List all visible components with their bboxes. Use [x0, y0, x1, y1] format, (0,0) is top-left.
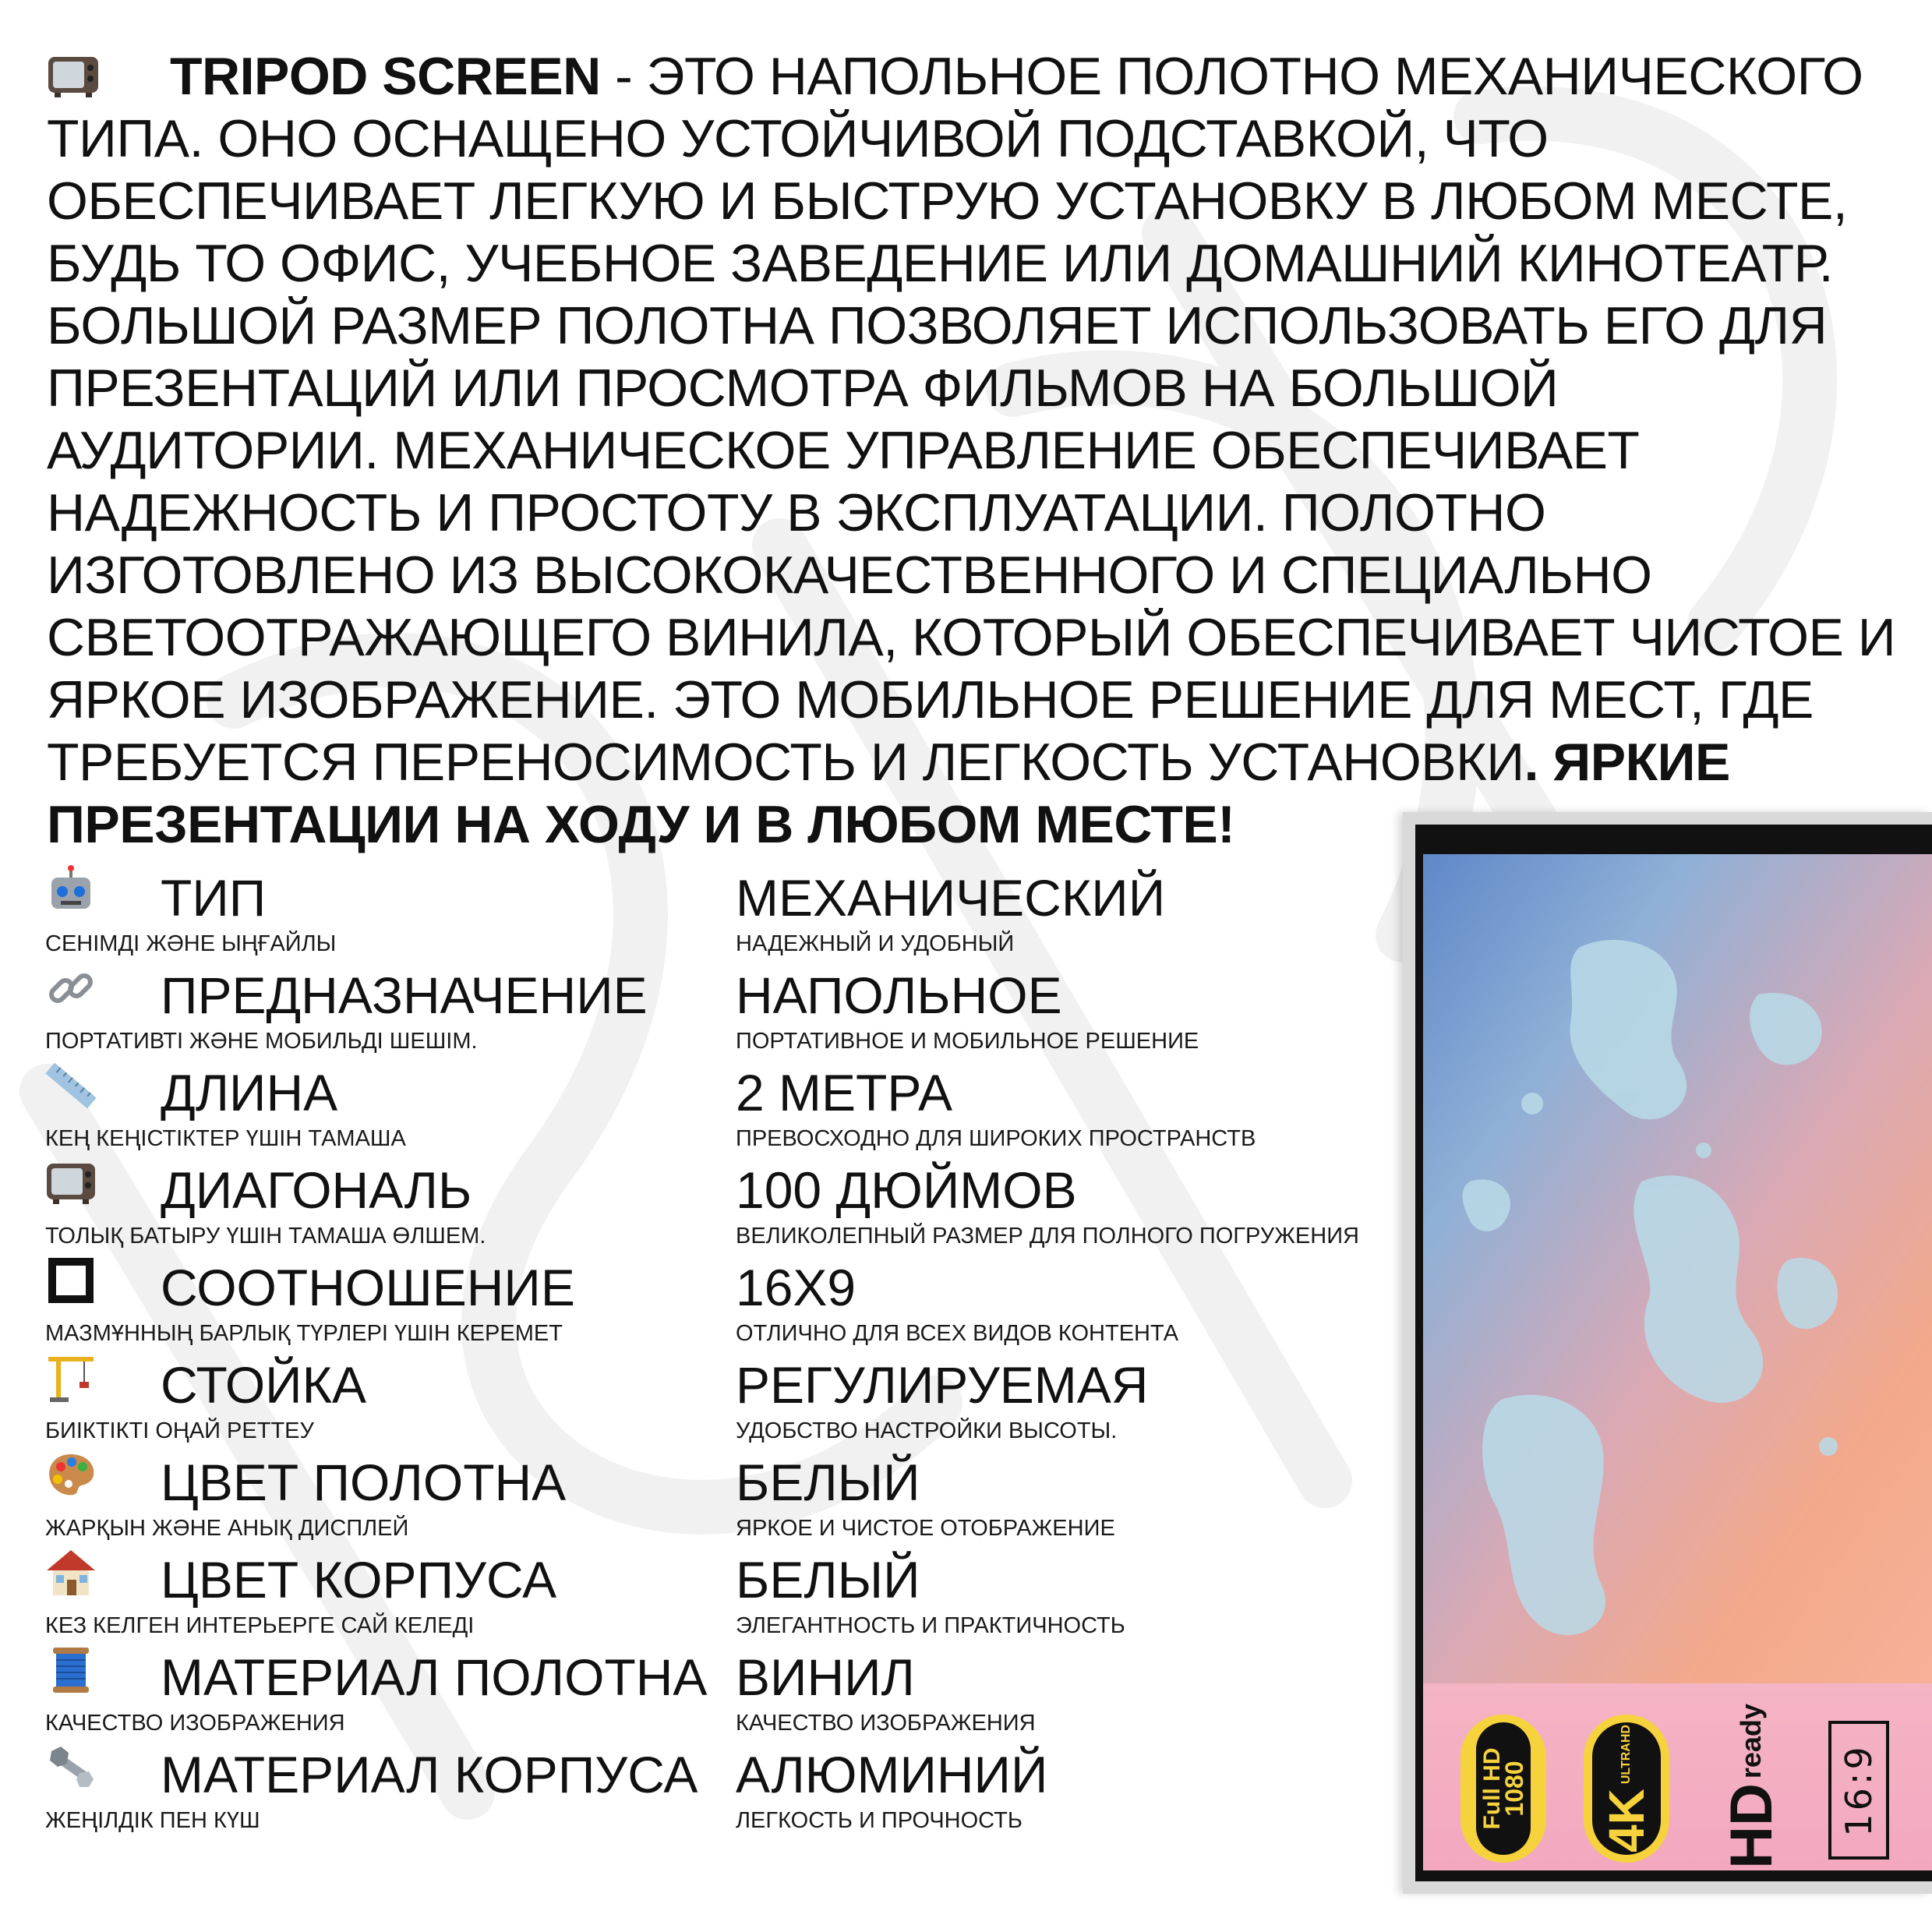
spec-note-kz: КЕЗ КЕЛГЕН ИНТЕРЬЕРГЕ САЙ КЕЛЕДІ [45, 1613, 475, 1638]
house-icon [45, 1547, 97, 1598]
spec-note-ru: ВЕЛИКОЛЕПНЫЙ РАЗМЕР ДЛЯ ПОЛНОГО ПОГРУЖЕНИЯ [736, 1224, 1359, 1249]
spec-row-screen-color [45, 1450, 1417, 1547]
spec-note-kz: МАЗМҰННЫҢ БАРЛЫҚ ТҮРЛЕРІ ҮШІН КЕРЕМЕТ [45, 1321, 563, 1346]
square-frame-icon [45, 1255, 97, 1306]
hd-text: HD [1718, 1783, 1785, 1869]
spec-label: СТОЙКА [161, 1356, 367, 1414]
spec-value: МЕХАНИЧЕСКИЙ [736, 869, 1166, 927]
spec-note-kz: ЖЕҢІЛДІК ПЕН КҮШ [45, 1808, 260, 1833]
spec-note-ru: ЯРКОЕ И ЧИСТОЕ ОТОБРАЖЕНИЕ [736, 1516, 1115, 1541]
spec-note-ru: УДОБСТВО НАСТРОЙКИ ВЫСОТЫ. [736, 1418, 1118, 1443]
spec-row-body-color [45, 1547, 1417, 1644]
spec-note-ru: ЛЕГКОСТЬ И ПРОЧНОСТЬ [736, 1808, 1023, 1833]
spec-note-kz: КАЧЕСТВО ИЗОБРАЖЕНИЯ [45, 1711, 345, 1736]
spec-row-diagonal [45, 1157, 1417, 1255]
spec-row-type [45, 865, 1417, 962]
spec-note-ru: ЭЛЕГАНТНОСТЬ И ПРАКТИЧНОСТЬ [736, 1613, 1125, 1638]
spec-label: МАТЕРИАЛ КОРПУСА [161, 1746, 698, 1803]
spec-label: ДЛИНА [161, 1064, 338, 1121]
spec-note-ru: ОТЛИЧНО ДЛЯ ВСЕХ ВИДОВ КОНТЕНТА [736, 1321, 1179, 1346]
spec-table [45, 865, 1417, 1839]
aspect-ratio-badge [1828, 1721, 1889, 1860]
4k-subtext: ULTRAHD [1619, 1725, 1633, 1785]
spec-note-ru: ПОРТАТИВНОЕ И МОБИЛЬНОЕ РЕШЕНИЕ [736, 1029, 1199, 1054]
spec-value: ВИНИЛ [736, 1648, 915, 1706]
spec-label: МАТЕРИАЛ ПОЛОТНА [161, 1648, 708, 1706]
link-icon [45, 962, 97, 1014]
world-map-graphic [1423, 854, 1932, 1680]
spec-label: ЦВЕТ КОРПУСА [161, 1551, 557, 1609]
spec-label: ДИАГОНАЛЬ [161, 1161, 472, 1219]
full-hd-resolution: 1080 [1500, 1761, 1528, 1817]
intro-paragraph [47, 45, 1902, 856]
thread-spool-icon [45, 1644, 97, 1696]
spec-value: 2 МЕТРА [736, 1064, 952, 1121]
nut-and-bolt-icon [45, 1742, 97, 1793]
spec-value: АЛЮМИНИЙ [736, 1746, 1048, 1803]
spec-value: 16Х9 [736, 1259, 857, 1316]
robot-icon [45, 865, 97, 917]
spec-row-purpose [45, 962, 1417, 1060]
spec-value: БЕЛЫЙ [736, 1453, 920, 1511]
spec-row-screen-material [45, 1644, 1417, 1742]
full-hd-badge [1460, 1715, 1546, 1863]
spec-note-kz: БИІКТІКТІ ОҢАЙ РЕТТЕУ [45, 1418, 314, 1443]
full-hd-text: Full HD [1479, 1747, 1505, 1830]
intro-title: TRIPOD SCREEN [170, 47, 601, 106]
4k-badge [1584, 1715, 1669, 1863]
palette-icon [45, 1450, 97, 1501]
spec-note-kz: ПОРТАТИВТІ ЖӘНЕ МОБИЛЬДІ ШЕШІМ. [45, 1029, 478, 1054]
hd-ready-badge [1712, 1704, 1790, 1868]
spec-note-kz: СЕНІМДІ ЖӘНЕ ЫҢҒАЙЛЫ [45, 931, 337, 956]
projection-screen-image [1403, 812, 1932, 1894]
ruler-icon [45, 1060, 97, 1111]
screen-frame [1415, 825, 1932, 1881]
crane-icon [45, 1352, 97, 1404]
spec-note-kz: ЖАРҚЫН ЖӘНЕ АНЫҚ ДИСПЛЕЙ [45, 1516, 409, 1541]
spec-label: ТИП [161, 869, 267, 927]
spec-row-ratio [45, 1255, 1417, 1352]
spec-value: 100 ДЮЙМОВ [736, 1161, 1077, 1219]
spec-label: ПРЕДНАЗНАЧЕНИЕ [161, 966, 648, 1024]
intro-tagline: . ЯРКИЕ ПРЕЗЕНТАЦИИ НА ХОДУ И В ЛЮБОМ МЕСТЕ! [47, 733, 1730, 854]
spec-row-length [45, 1060, 1417, 1157]
hd-ready-text: ready [1735, 1704, 1767, 1779]
aspect-ratio-text: 16:9 [1838, 1743, 1880, 1837]
television-icon [45, 1157, 97, 1209]
spec-note-ru: НАДЕЖНЫЙ И УДОБНЫЙ [736, 931, 1015, 956]
spec-label: ЦВЕТ ПОЛОТНА [161, 1453, 567, 1511]
spec-row-body-material [45, 1742, 1417, 1839]
television-icon [47, 52, 100, 99]
spec-note-ru: ПРЕВОСХОДНО ДЛЯ ШИРОКИХ ПРОСТРАНСТВ [736, 1126, 1256, 1151]
spec-label: СООТНОШЕНИЕ [161, 1259, 575, 1316]
format-badges-strip [1423, 1683, 1932, 1870]
spec-note-kz: КЕҢ КЕҢІСТІКТЕР ҮШІН ТАМАША [45, 1126, 406, 1151]
spec-note-ru: КАЧЕСТВО ИЗОБРАЖЕНИЯ [736, 1711, 1036, 1736]
intro-body: - ЭТО НАПОЛЬНОЕ ПОЛОТНО МЕХАНИЧЕСКОГО ТИПА. ОНО ОСНАЩЕНО УСТОЙЧИВОЙ ПОДСТАВКОЙ, ЧТО ОБЕСПЕЧИВАЕТ ЛЕГКУЮ И БЫСТРУЮ УСТАНОВКУ В ЛЮБОМ МЕСТЕ, БУДЬ ТО ОФИС, УЧЕБНОЕ ЗАВЕДЕНИЕ ИЛИ ДОМАШНИЙ КИНОТЕАТР. БОЛЬШОЙ РАЗМЕР ПОЛОТНА ПОЗВОЛЯЕТ ИСПОЛЬЗОВАТЬ ЕГО ДЛЯ ПРЕЗЕНТАЦИЙ ИЛИ ПРОСМОТРА ФИЛЬМОВ НА БОЛЬШОЙ АУДИТОРИИ. МЕХАНИЧЕСКОЕ УПРАВЛЕНИЕ ОБЕСПЕЧИВАЕТ НАДЕЖНОСТЬ И ПРОСТОТУ В ЭКСПЛУАТАЦИИ. ПОЛОТНО ИЗГОТОВЛЕНО ИЗ ВЫСОКОКАЧЕСТВЕННОГО И СПЕЦИАЛЬНО СВЕТООТРАЖАЮЩЕГО ВИНИЛА, КОТОРЫЙ ОБЕСПЕЧИВАЕТ ЧИСТОЕ И ЯРКОЕ ИЗОБРАЖЕНИЕ. ЭТО МОБИЛЬНОЕ РЕШЕНИЕ ДЛЯ МЕСТ, ГДЕ ТРЕБУЕТСЯ ПЕРЕНОСИМОСТЬ И ЛЕГКОСТЬ УСТАНОВКИ [47, 47, 1896, 792]
spec-value: РЕГУЛИРУЕМАЯ [736, 1356, 1149, 1414]
spec-row-stand [45, 1352, 1417, 1450]
4k-text: 4K [1598, 1789, 1655, 1853]
spec-value: НАПОЛЬНОЕ [736, 966, 1062, 1024]
spec-value: БЕЛЫЙ [736, 1551, 920, 1609]
spec-note-kz: ТОЛЫҚ БАТЫРУ ҮШІН ТАМАША ӨЛШЕМ. [45, 1224, 486, 1249]
